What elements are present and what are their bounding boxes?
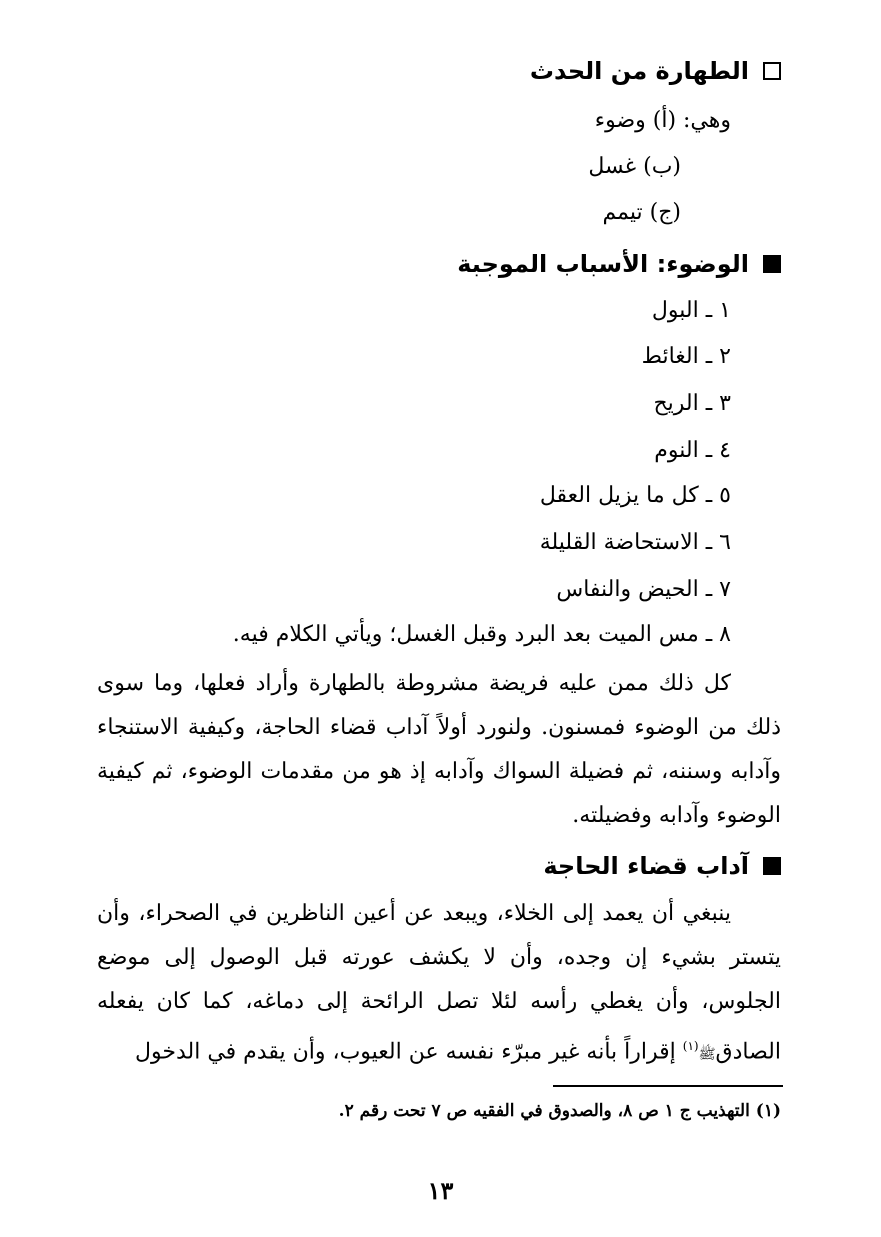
heading-text: الطهارة من الحدث	[529, 57, 749, 85]
page-number: ١٣	[427, 1176, 454, 1205]
paragraph-text: كل ذلك ممن عليه فريضة مشروطة بالطهارة وأراد فعلها، وما سوى ذلك من الوضوء فمسنون. ولنورد أولاً آداب قضاء الحاجة، وكيفية الاستنجاء وآدابه وسننه، ثم فضيلة السواك وآدابه إذ هو من مقدمات الوضوء، ثم كيفية الوضوء وآدابه وفضيلته.	[97, 671, 781, 828]
paragraph-text: ينبغي أن يعمد إلى الخلاء، ويبعد عن أعين الناظرين في الصحراء، وأن يتستر بشيء إن وجده، وأن لا يكشف عورته قبل الوصول إلى موضع الجلوس، وأن يغطي رأسه لئلا تصل الرائحة إلى دماغه، كما كان يفعله الصادق	[97, 901, 781, 1065]
footnote-separator	[553, 1085, 783, 1087]
list-item: ٢ ـ الغائط	[641, 344, 731, 369]
paragraph-text-continued: إقراراً بأنه غير مبرّء نفسه عن العيوب، وأن يقدم في الدخول	[135, 1039, 683, 1065]
body-paragraph	[97, 662, 781, 838]
list-item: ٨ ـ مس الميت بعد البرد وقبل الغسل؛ ويأتي الكلام فيه.	[232, 622, 731, 647]
honorific-glyph: ﷺ	[698, 1046, 716, 1063]
section-heading-wudu-causes	[457, 249, 781, 279]
empty-square-icon	[763, 62, 781, 80]
footnote: (١) التهذيب ج ١ ص ٨، والصدوق في الفقيه ص ٧ تحت رقم ٢.	[338, 1101, 781, 1121]
list-item: ٤ ـ النوم	[654, 438, 731, 463]
list-item: ٧ ـ الحيض والنفاس	[556, 577, 731, 602]
section-heading-purification	[530, 56, 781, 86]
list-item: ٦ ـ الاستحاضة القليلة	[539, 530, 731, 555]
purification-type-item: (ج) تيمم	[602, 200, 681, 225]
list-item: ٥ ـ كل ما يزيل العقل	[539, 483, 731, 508]
filled-square-icon	[763, 857, 781, 875]
purification-type-item: (ب) غسل	[588, 154, 681, 179]
list-item: ٣ ـ الريح	[653, 391, 731, 416]
filled-square-icon	[763, 255, 781, 273]
list-item: ١ ـ البول	[651, 298, 731, 323]
heading-text: الوضوء: الأسباب الموجبة	[457, 250, 749, 278]
body-paragraph	[97, 892, 781, 1076]
purification-types-intro: وهي: (أ) وضوء	[594, 108, 731, 133]
section-heading-toilet-etiquette	[543, 851, 781, 881]
footnote-marker: (١)	[682, 1039, 699, 1053]
heading-text: آداب قضاء الحاجة	[543, 852, 749, 880]
